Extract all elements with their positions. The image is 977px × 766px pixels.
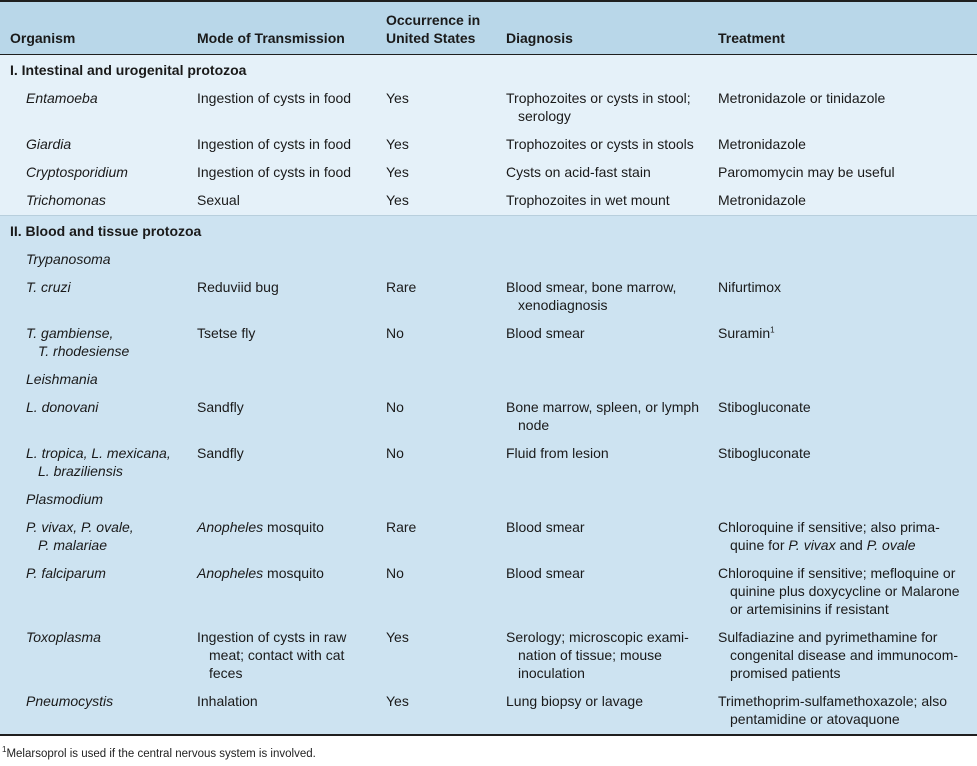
- treatment-cell: Metronidazole: [718, 192, 806, 208]
- protozoa-table: [0, 2, 977, 734]
- footnote-text: Melarsoprol is used if the central nervous system is involved.: [6, 748, 316, 760]
- occurrence-cell: Yes: [386, 90, 409, 106]
- vector-rest: mosquito: [263, 519, 324, 535]
- occurrence-cell: No: [386, 565, 404, 581]
- diagnosis-cell: Blood smear: [506, 325, 585, 341]
- treatment-cell: Metronidazole or tinidazole: [718, 90, 886, 106]
- treatment-cell: Stibogluconate: [718, 399, 811, 415]
- treatment-line: [718, 536, 969, 554]
- organism-cell: Cryptosporidium: [26, 164, 128, 180]
- organism-cell: Entamoeba: [26, 90, 98, 106]
- header-diagnosis: Diagnosis: [498, 2, 710, 55]
- treatment-text: Chloroquine if sensitive; mefloquine or quinine plus doxycycline or Malarone or artemisinins if resistant: [718, 565, 960, 617]
- treatment-cell: [710, 320, 977, 366]
- mode-cell: Inhalation: [197, 693, 258, 709]
- treatment-cell: [710, 560, 977, 624]
- diagnosis-cell: [498, 85, 710, 131]
- treatment-text: and: [835, 537, 867, 553]
- mode-cell: Sandfly: [197, 399, 244, 415]
- diagnosis-text: Bone marrow, spleen, or lymph node: [506, 399, 699, 433]
- treatment-cell: [710, 624, 977, 688]
- treatment-cell: Paromomycin may be useful: [718, 164, 895, 180]
- table-row: [0, 159, 977, 187]
- organism-cell: Pneumocystis: [26, 693, 114, 709]
- diagnosis-cell: [498, 274, 710, 320]
- table-row: [0, 394, 977, 440]
- group-row: [0, 246, 977, 274]
- occurrence-cell: No: [386, 399, 404, 415]
- occurrence-cell: Yes: [386, 629, 409, 645]
- mode-cell: [189, 624, 378, 688]
- vector-rest: mosquito: [263, 565, 324, 581]
- treatment-cell: [710, 514, 977, 560]
- organism-line: T. rhodesiense: [38, 343, 130, 359]
- diagnosis-cell: Cysts on acid-fast stain: [506, 164, 651, 180]
- occurrence-cell: Yes: [386, 192, 409, 208]
- occurrence-cell: Rare: [386, 279, 417, 295]
- mode-cell: [189, 560, 378, 624]
- mode-cell: Ingestion of cysts in food: [197, 90, 352, 106]
- mode-cell: [189, 514, 378, 560]
- treatment-text: Suramin: [718, 325, 771, 341]
- occurrence-cell: Yes: [386, 136, 409, 152]
- mode-cell: Tsetse fly: [197, 325, 256, 341]
- organism-cell: [0, 320, 189, 366]
- organism-line: P. vivax, P. ovale,: [26, 519, 134, 535]
- treatment-cell: Nifurtimox: [718, 279, 782, 295]
- organism-cell: L. donovani: [26, 399, 99, 415]
- treatment-cell: Metronidazole: [718, 136, 806, 152]
- diagnosis-cell: [498, 131, 710, 159]
- table-row: [0, 560, 977, 624]
- table-header: [0, 2, 977, 55]
- occurrence-cell: No: [386, 325, 404, 341]
- organism-cell: Giardia: [26, 136, 72, 152]
- table-row: [0, 187, 977, 216]
- diagnosis-cell: [498, 624, 710, 688]
- table-row: [0, 440, 977, 486]
- mode-text: Ingestion of cysts in raw meat; contact with cat feces: [197, 629, 347, 681]
- organism-cell: T. cruzi: [26, 279, 71, 295]
- mode-cell: Reduviid bug: [197, 279, 279, 295]
- mode-cell: Ingestion of cysts in food: [197, 164, 352, 180]
- organism-line: T. gambiense,: [26, 325, 114, 341]
- treatment-text: Trimethoprim-sulfamethoxazole; also pentamidine or atovaquone: [718, 693, 948, 727]
- treatment-cell: [710, 688, 977, 734]
- diagnosis-cell: Trophozoites in wet mount: [506, 192, 670, 208]
- table-row: [0, 131, 977, 159]
- section-blood-tissue: [0, 216, 977, 735]
- group-row: [0, 486, 977, 514]
- diagnosis-cell: Blood smear: [506, 565, 585, 581]
- footnote-marker: 1: [770, 325, 775, 335]
- vector-genus: Anopheles: [197, 519, 264, 535]
- diagnosis-cell: [498, 394, 710, 440]
- table-row: [0, 274, 977, 320]
- group-label-plasmodium: Plasmodium: [26, 491, 104, 507]
- diagnosis-text: Trophozoites or cysts in stools: [506, 136, 694, 152]
- organism-line: P. malariae: [38, 537, 108, 553]
- mode-cell: Sandfly: [197, 445, 244, 461]
- section-title: II. Blood and tissue protozoa: [0, 216, 977, 247]
- species-name: P. ovale: [866, 537, 916, 553]
- table-row: [0, 85, 977, 131]
- table-row: [0, 320, 977, 366]
- table-row: [0, 514, 977, 560]
- diagnosis-text: Trophozoites or cysts in stool; serology: [506, 90, 691, 124]
- section-title: I. Intestinal and urogenital protozoa: [10, 62, 247, 78]
- organism-cell: Toxoplasma: [26, 629, 101, 645]
- footnote-marker: 1: [2, 745, 7, 755]
- header-treatment: Treatment: [710, 2, 977, 55]
- footnote: [2, 745, 316, 760]
- treatment-cell: Stibogluconate: [718, 445, 811, 461]
- organism-cell: P. falciparum: [26, 565, 106, 581]
- mode-cell: Sexual: [197, 192, 240, 208]
- diagnosis-cell: Fluid from lesion: [506, 445, 609, 461]
- organism-line: L. tropica, L. mexicana,: [26, 445, 171, 461]
- group-row: [0, 366, 977, 394]
- organism-cell: Trichomonas: [26, 192, 106, 208]
- section-intestinal: [0, 55, 977, 216]
- occurrence-cell: Yes: [386, 164, 409, 180]
- table-row: [0, 624, 977, 688]
- diagnosis-cell: Blood smear: [506, 519, 585, 535]
- treatment-text: quine for: [730, 537, 789, 553]
- treatment-line: Chloroquine if sensitive; also prima-: [718, 519, 940, 535]
- organism-cell: [0, 440, 189, 486]
- treatment-text: Sulfadiazine and pyrimethamine for congenital disease and immunocom-promised patients: [718, 629, 959, 681]
- occurrence-cell: Rare: [386, 519, 417, 535]
- header-organism: Organism: [0, 2, 189, 55]
- group-label-leishmania: Leishmania: [26, 371, 98, 387]
- species-name: P. vivax: [788, 537, 836, 553]
- diagnosis-text: Serology; microscopic exami-nation of tissue; mouse inoculation: [506, 629, 689, 681]
- diagnosis-cell: Lung biopsy or lavage: [506, 693, 643, 709]
- group-label-trypanosoma: Trypanosoma: [26, 251, 111, 267]
- header-mode: Mode of Transmission: [189, 2, 378, 55]
- organism-cell: [0, 514, 189, 560]
- mode-cell: Ingestion of cysts in food: [197, 136, 352, 152]
- diagnosis-text: Blood smear, bone marrow, xenodiagnosis: [506, 279, 677, 313]
- occurrence-cell: Yes: [386, 693, 409, 709]
- table-row: [0, 688, 977, 734]
- header-occurrence: Occurrence in United States: [378, 2, 498, 55]
- occurrence-cell: No: [386, 445, 404, 461]
- organism-line: L. braziliensis: [38, 463, 123, 479]
- vector-genus: Anopheles: [197, 565, 264, 581]
